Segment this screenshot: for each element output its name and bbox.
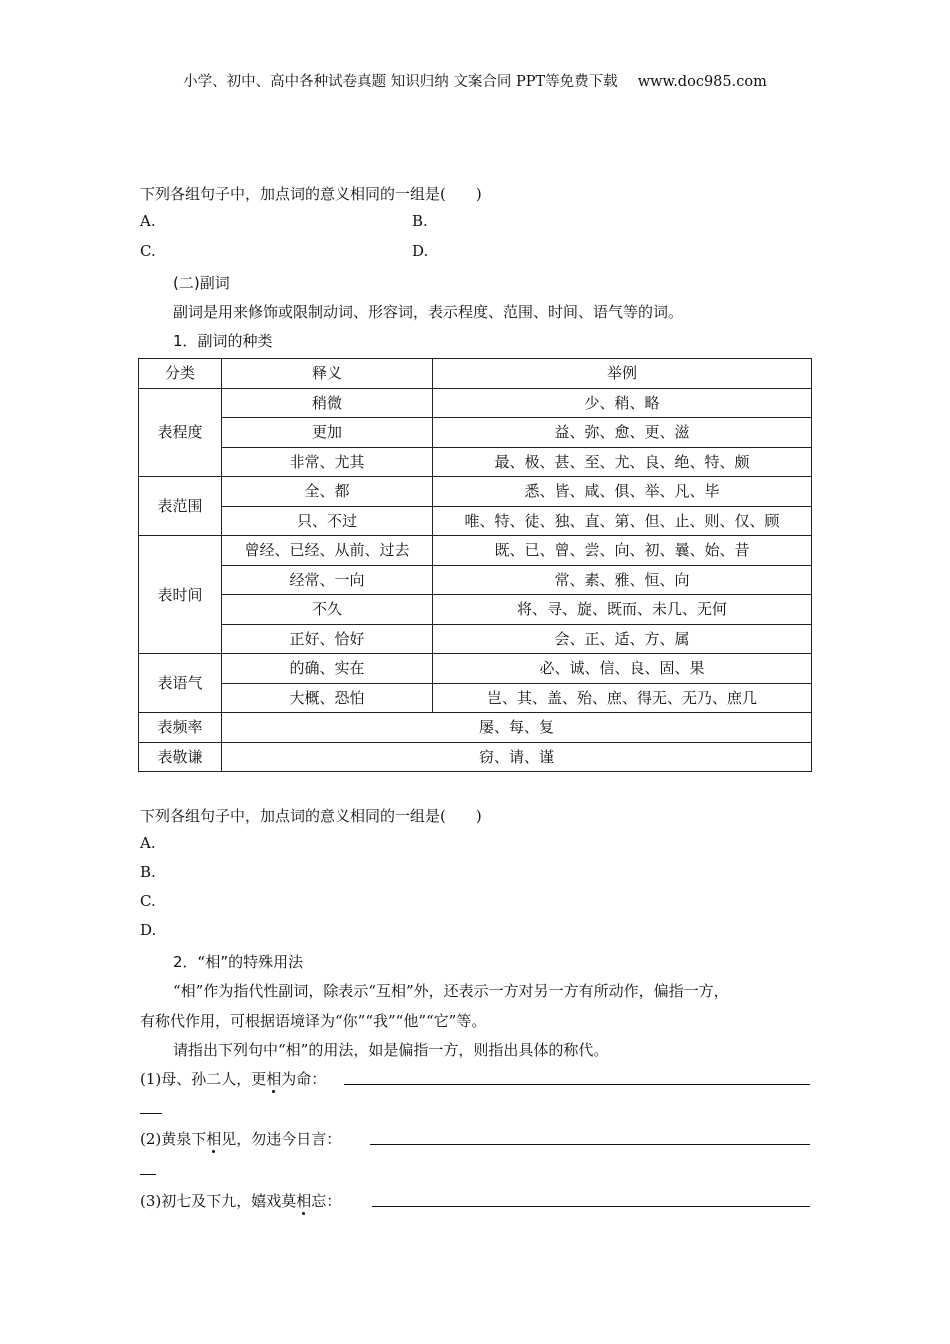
- q2-option-d: D.: [140, 921, 157, 939]
- answer-blank-1-continued[interactable]: [140, 1097, 162, 1114]
- exercise-item-2: [140, 1128, 341, 1149]
- item-text: (2)黄泉下: [140, 1130, 207, 1148]
- table-row: [139, 565, 812, 595]
- meaning-cell: 正好、恰好: [222, 624, 433, 654]
- example-cell: 会、正、适、方、属: [433, 624, 812, 654]
- category-cell: 表程度: [139, 388, 222, 477]
- table-header-cell: 举例: [433, 359, 812, 389]
- category-cell: 表范围: [139, 477, 222, 536]
- table-header-cell: 释义: [222, 359, 433, 389]
- table-row: [139, 742, 812, 772]
- subsection-title-xiang: 2．“相”的特殊用法: [173, 953, 304, 971]
- meaning-cell: 经常、一向: [222, 565, 433, 595]
- answer-blank-2[interactable]: [370, 1128, 810, 1145]
- q1-option-a: A.: [140, 212, 156, 230]
- category-cell: 表频率: [139, 713, 222, 743]
- section-intro: 副词是用来修饰或限制动词、形容词，表示程度、范围、时间、语气等的词。: [173, 303, 684, 321]
- table-row: [139, 447, 812, 477]
- category-cell: 表语气: [139, 654, 222, 713]
- xiang-paragraph-line-2: 有称代作用，可根据语境译为“你”“我”“他”“它”等。: [140, 1012, 487, 1030]
- section-title-adverb: (二)副词: [173, 274, 230, 292]
- table-row: [139, 713, 812, 743]
- header-text: 小学、初中、高中各种试卷真题 知识归纳 文案合同 PPT等免费下载: [183, 74, 618, 90]
- header-url[interactable]: www.doc985.com: [637, 74, 767, 90]
- q2-option-b: B.: [140, 863, 156, 881]
- meaning-cell: 非常、尤其: [222, 447, 433, 477]
- table-row: [139, 477, 812, 507]
- q1-option-b: B.: [412, 212, 428, 230]
- xiang-paragraph-line-1: “相”作为指代性副词，除表示“互相”外，还表示一方对另一方有所动作，偏指一方，: [173, 982, 729, 1000]
- example-cell: 屡、每、复: [222, 713, 812, 743]
- table-row: [139, 595, 812, 625]
- table-row: [139, 683, 812, 713]
- adverb-types-table: [138, 358, 812, 772]
- example-cell: 将、寻、旋、既而、未几、无何: [433, 595, 812, 625]
- item-text: (3)初七及下九，嬉戏莫: [140, 1192, 297, 1210]
- meaning-cell: 大概、恐怕: [222, 683, 433, 713]
- table-header-row: [139, 359, 812, 389]
- meaning-cell: 曾经、已经、从前、过去: [222, 536, 433, 566]
- dotted-word: 相: [296, 1192, 312, 1210]
- example-cell: 悉、皆、咸、俱、举、凡、毕: [433, 477, 812, 507]
- meaning-cell: 更加: [222, 418, 433, 448]
- meaning-cell: 不久: [222, 595, 433, 625]
- example-cell: 常、素、雅、恒、向: [433, 565, 812, 595]
- category-cell: 表时间: [139, 536, 222, 654]
- meaning-cell: 稍微: [222, 388, 433, 418]
- table-row: [139, 506, 812, 536]
- meaning-cell: 的确、实在: [222, 654, 433, 684]
- question-1-prompt: 下列各组句子中，加点词的意义相同的一组是( ): [140, 185, 482, 203]
- q2-option-a: A.: [140, 834, 156, 852]
- exercise-item-1: [140, 1068, 326, 1089]
- item-text: 见，勿违今日言：: [221, 1130, 342, 1148]
- q1-option-d: D.: [412, 242, 429, 260]
- example-cell: 唯、特、徒、独、直、第、但、止、则、仅、顾: [433, 506, 812, 536]
- example-cell: 少、稍、略: [433, 388, 812, 418]
- dotted-word: 相: [206, 1130, 222, 1148]
- meaning-cell: 全、都: [222, 477, 433, 507]
- table-row: [139, 536, 812, 566]
- example-cell: 既、已、曾、尝、向、初、曩、始、昔: [433, 536, 812, 566]
- dotted-word: 相: [266, 1070, 282, 1088]
- exercise-item-3: [140, 1190, 341, 1211]
- meaning-cell: 只、不过: [222, 506, 433, 536]
- item-text: 忘：: [311, 1192, 342, 1210]
- page-header: [0, 70, 950, 91]
- table-row: [139, 654, 812, 684]
- example-cell: 最、极、甚、至、尤、良、绝、特、颇: [433, 447, 812, 477]
- xiang-instruction: 请指出下列句中“相”的用法，如是偏指一方，则指出具体的称代。: [173, 1041, 609, 1059]
- category-cell: 表敬谦: [139, 742, 222, 772]
- item-text: (1)母、孙二人，更: [140, 1070, 267, 1088]
- table-row: [139, 624, 812, 654]
- table-row: [139, 418, 812, 448]
- example-cell: 窃、请、谨: [222, 742, 812, 772]
- q2-option-c: C.: [140, 892, 156, 910]
- example-cell: 岂、其、盖、殆、庶、得无、无乃、庶几: [433, 683, 812, 713]
- table-row: [139, 388, 812, 418]
- example-cell: 必、诚、信、良、固、果: [433, 654, 812, 684]
- example-cell: 益、弥、愈、更、滋: [433, 418, 812, 448]
- item-text: 为命：: [281, 1070, 327, 1088]
- table-header-cell: 分类: [139, 359, 222, 389]
- answer-blank-2-continued[interactable]: [140, 1158, 156, 1175]
- question-2-prompt: 下列各组句子中，加点词的意义相同的一组是( ): [140, 807, 482, 825]
- answer-blank-3[interactable]: [372, 1190, 810, 1207]
- subsection-title-types: 1．副词的种类: [173, 332, 273, 350]
- answer-blank-1[interactable]: [344, 1068, 810, 1085]
- q1-option-c: C.: [140, 242, 156, 260]
